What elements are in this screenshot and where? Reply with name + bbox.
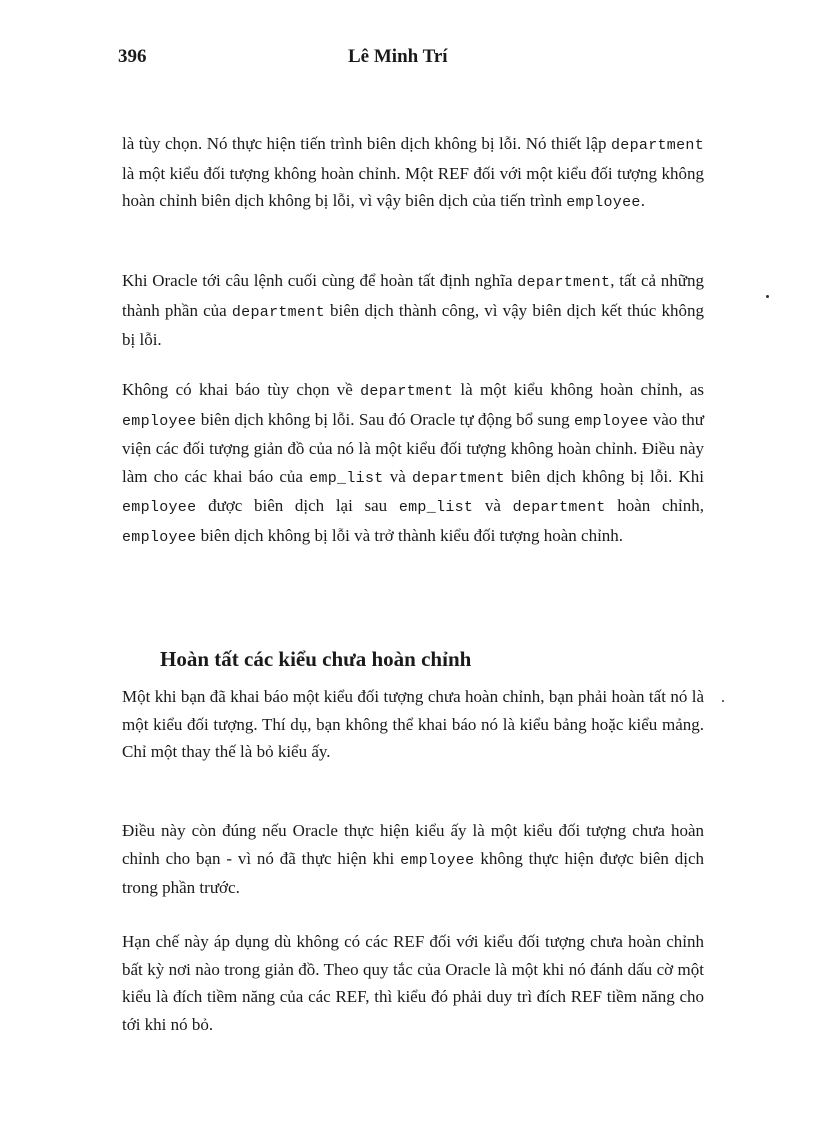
paragraph-1 [122,130,704,217]
inline-code: employee [573,412,649,430]
inline-code: employee [122,499,197,517]
text-run: là một kiểu đối tượng không hoàn chỉnh. Một REF đối với một kiểu đối tượng không hoàn chỉnh biên dịch không bị lỗi, vì vậy biên dịch của tiến trình [122,163,704,211]
inline-code: department [411,469,505,487]
inline-code: department [231,303,325,321]
paragraph-5 [122,817,704,902]
scan-speck [766,295,769,298]
page-number: 396 [118,46,147,67]
text-run: biên dịch không bị lỗi. Sau đó Oracle tự động bổ sung [196,409,574,429]
text-run: được biên dịch lại sau [196,496,399,516]
inline-code: department [517,274,611,291]
text-run: không thực hiện được biên dịch trong phần trước. [122,848,704,898]
inline-code: department [610,137,704,154]
text-run: Không có khai báo tùy chọn về [122,380,361,399]
running-head-author: Lê Minh Trí [348,46,448,67]
inline-code: department [512,499,606,517]
text-run: Một khi bạn đã khai báo một kiểu đối tượng chưa hoàn chỉnh, bạn phải hoàn tất nó là một kiểu đối tượng. Thí dụ, bạn không thể khai báo nó là kiểu bảng hoặc kiểu mảng. Chỉ một thay thế là bỏ kiểu ấy. [122,687,704,762]
text-run: Điều này còn đúng nếu Oracle thực hiện kiểu ấy là một kiểu đối tượng chưa hoàn chỉnh cho bạn - vì nó đã thực hiện khi [122,821,704,868]
inline-code: department [360,383,454,400]
paragraph-2 [122,267,704,354]
inline-code: emp_list [309,469,384,487]
paragraph-6 [122,928,704,1038]
inline-code: employee [122,528,197,546]
text-run: , tất cả những thành phần của [122,271,705,320]
text-run: biên dịch không bị lỗi và trở thành kiểu đối tượng hoàn chỉnh. [196,525,624,545]
paragraph-4 [122,683,704,766]
inline-code: employee [122,412,197,430]
text-run: là một kiểu không hoàn chỉnh, as [453,380,704,399]
scan-speck [722,700,724,702]
text-run: biên dịch không bị lỗi. Khi [504,466,704,486]
paragraph-3 [122,376,704,552]
text-run: Khi Oracle tới câu lệnh cuối cùng để hoàn tất định nghĩa [122,271,518,290]
text-run: hoàn chỉnh, [605,496,704,516]
text-run: . [640,191,645,211]
page-header [118,46,708,74]
text-run: Hạn chế này áp dụng dù không có các REF đối với kiểu đối tượng chưa hoàn chỉnh bất kỳ nơi nào trong giản đồ. Theo quy tắc của Oracle là một khi nó đánh dấu cờ một kiểu là đích tiềm năng của các REF, thì kiểu đó phải duy trì đích REF tiềm năng cho tới khi nó bỏ. [122,932,704,1034]
text-run: biên dịch thành công, vì vậy biên dịch kết thúc không bị lỗi. [122,300,705,350]
text-run: và [383,466,412,486]
inline-code: employee [400,851,475,869]
inline-code: emp_list [398,499,474,517]
text-run: vào thư viện các đối tượng giản đồ của nó là một kiểu đối tượng không hoàn chỉnh. Điều này làm cho các khai báo của [122,409,705,486]
text-run: là tùy chọn. Nó thực hiện tiến trình biên dịch không bị lỗi. Nó thiết lập [122,134,611,153]
section-heading: Hoàn tất các kiểu chưa hoàn chỉnh [160,647,472,671]
inline-code: employee [566,194,641,212]
text-run: và [473,496,513,516]
